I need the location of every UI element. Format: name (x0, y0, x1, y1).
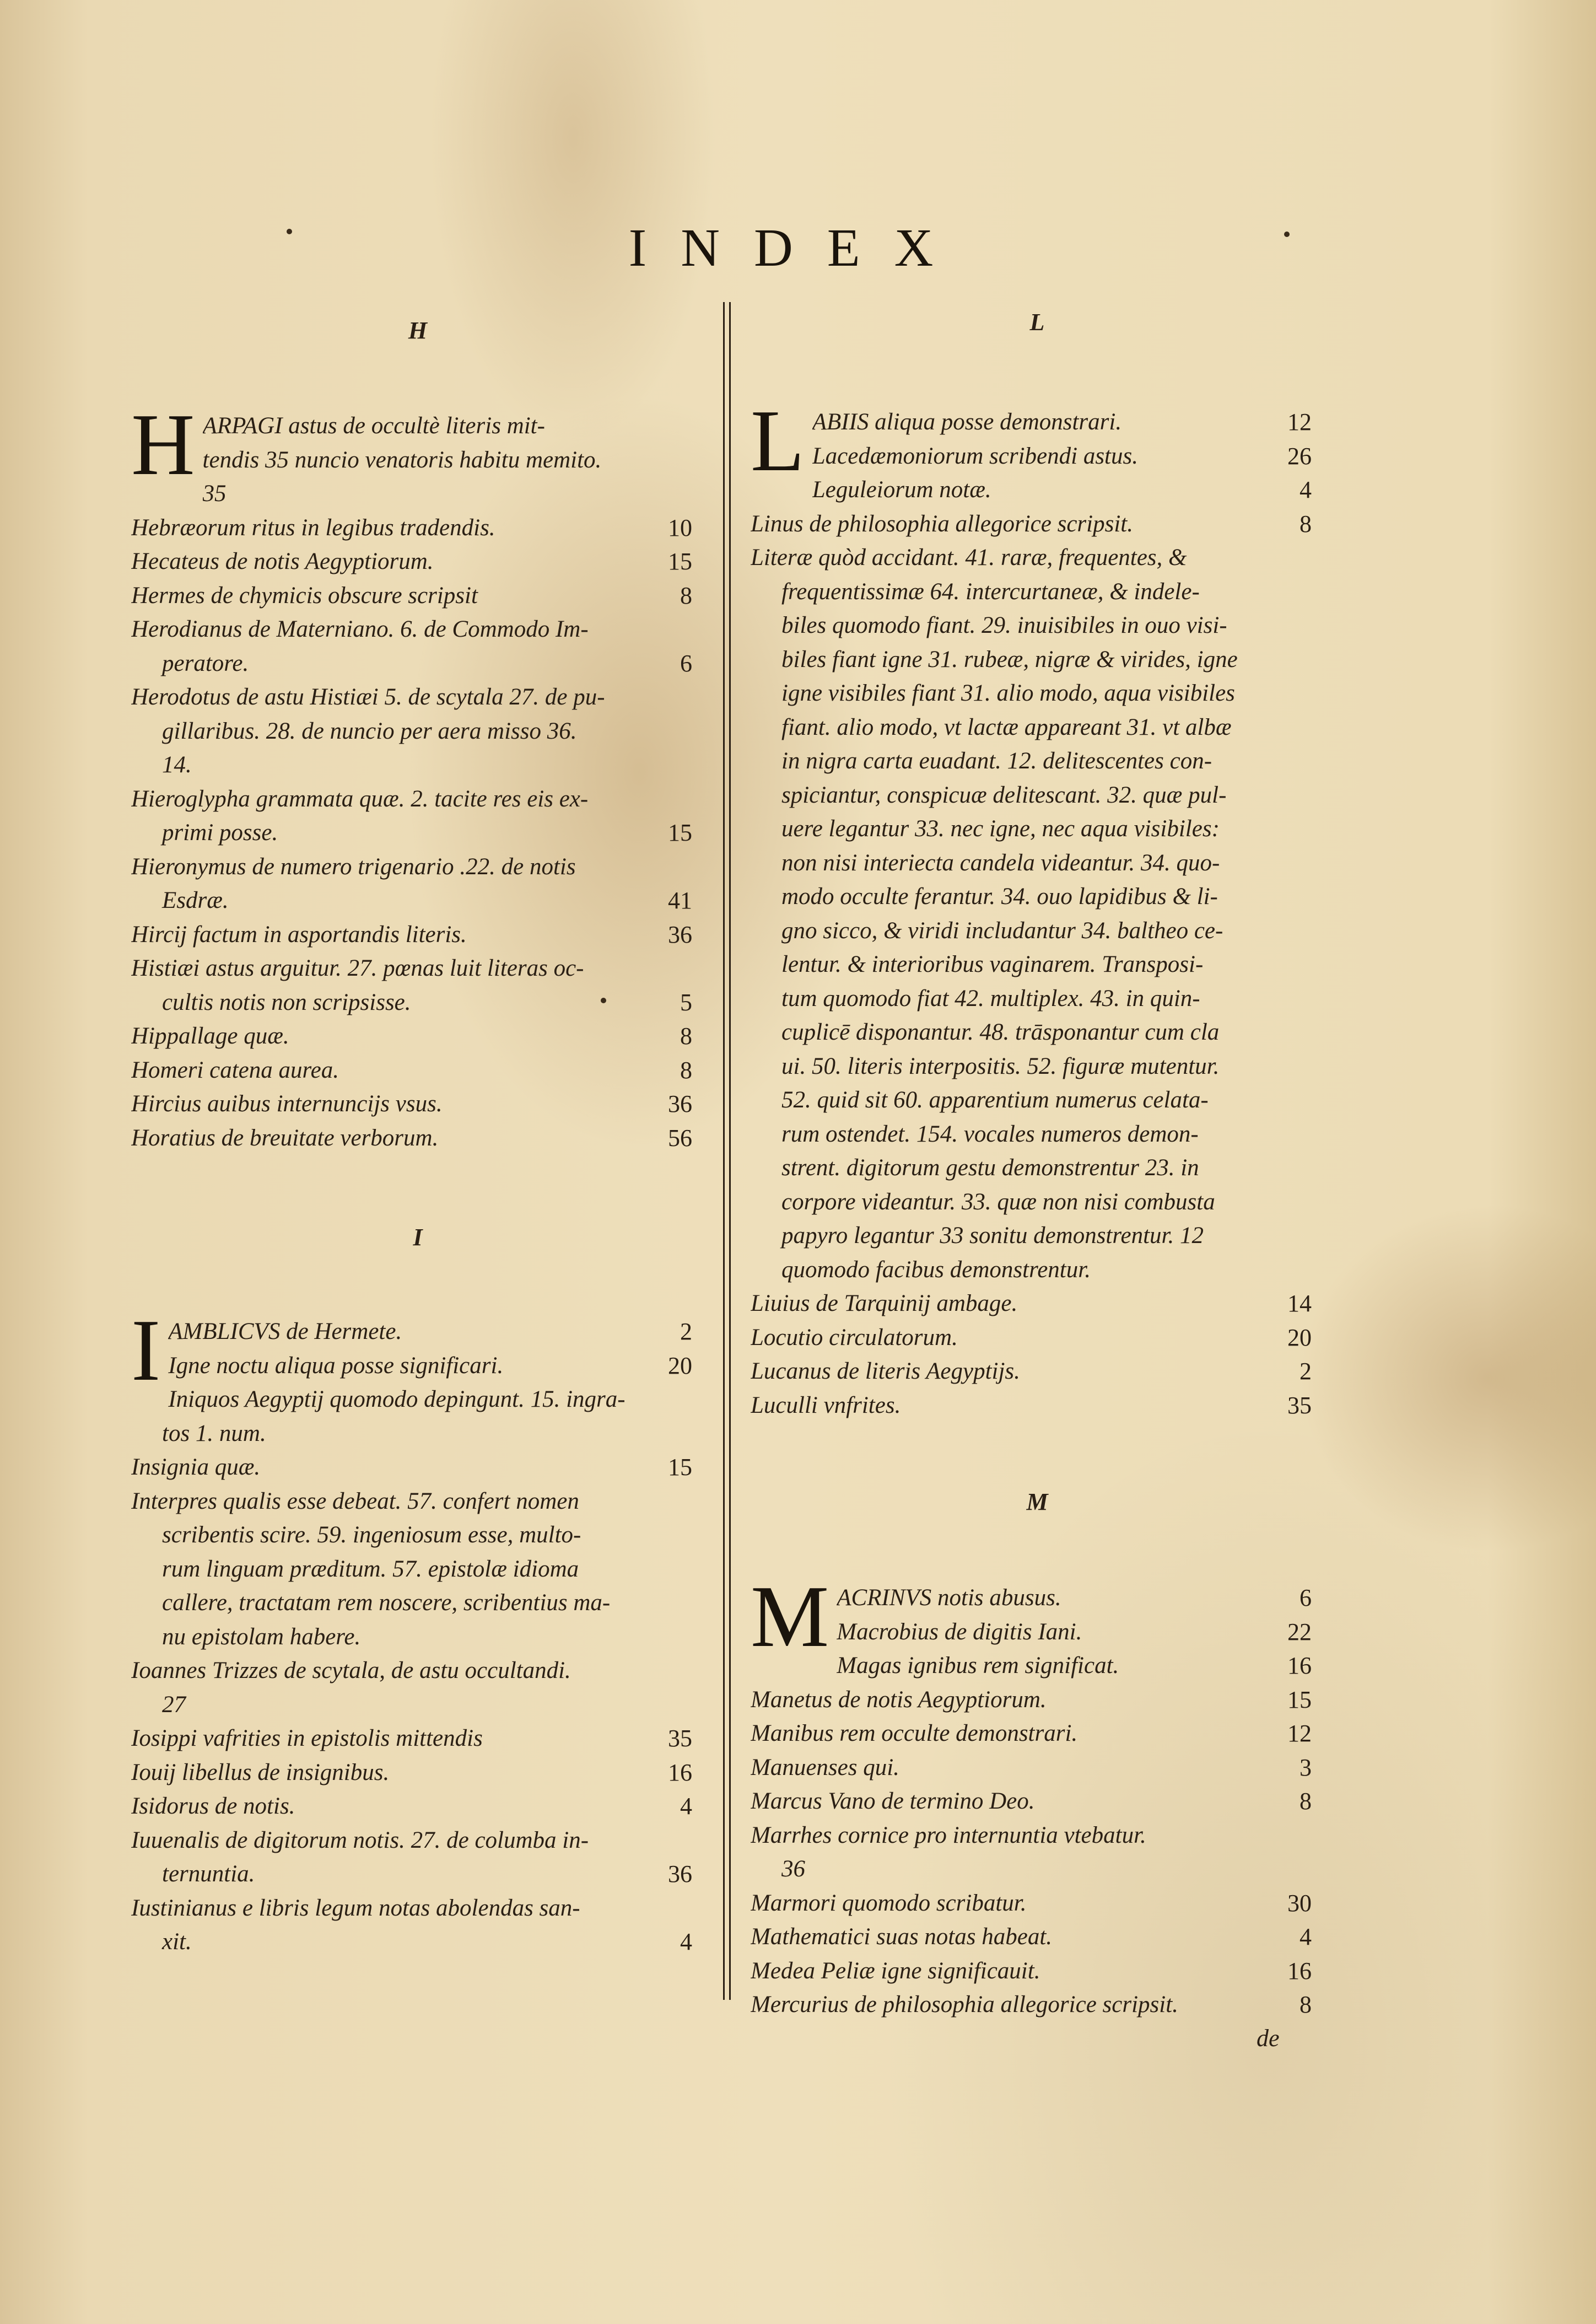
entry-line (131, 680, 704, 714)
index-entry (751, 1567, 1324, 1665)
index-entry (751, 1717, 1324, 1751)
entry-line (131, 1019, 704, 1053)
entry-text: tos 1. num. (162, 1420, 266, 1446)
entry-text: tum quomodo fiat 42. multiplex. 43. in quin- (781, 985, 1200, 1012)
entry-text: Lacedæmoniorum scribendi astus. (812, 443, 1138, 469)
entry-line (751, 1954, 1324, 1988)
entry-text: Marcus Vano de termino Deo. (751, 1788, 1035, 1814)
entry-text: 14. (162, 752, 192, 778)
entry-line (168, 1315, 704, 1349)
entry-text: Manetus de notis Aegyptiorum. (751, 1686, 1047, 1713)
entry-text: Hircius auibus internuncijs vsus. (131, 1091, 443, 1117)
index-entry (751, 1920, 1324, 1954)
entry-text: non nisi interiecta candela videantur. 34. quo- (781, 849, 1220, 876)
entry-text: biles fiant igne 31. rubeæ, nigræ & virides, igne (781, 646, 1238, 673)
page-number: 4 (1300, 1923, 1312, 1950)
entry-text: uere legantur 33. nec igne, nec aqua visibiles: (781, 816, 1220, 842)
entry-line (751, 1185, 1324, 1219)
drop-cap-initial: L (751, 391, 805, 489)
entry-line (131, 1789, 704, 1823)
entry-text: Hebræorum ritus in legibus tradendis. (131, 514, 495, 541)
entry-line (131, 1688, 704, 1722)
page-number: 8 (680, 1023, 692, 1050)
entry-text: Ioannes Trizzes de scytala, de astu occultandi. (131, 1658, 571, 1683)
index-entry (751, 1287, 1324, 1321)
entry-text: Marrhes cornice pro internuntia vtebatur. (751, 1822, 1146, 1848)
index-entry (751, 541, 1324, 1287)
drop-cap-initial: I (131, 1301, 161, 1399)
entry-text: Medea Peliæ igne significauit. (751, 1957, 1040, 1984)
right-column (751, 0, 1324, 2324)
page-number: 5 (680, 988, 692, 1016)
page-number: 3 (1300, 1753, 1312, 1781)
entry-line (131, 545, 704, 579)
entry-text: Literæ quòd accidant. 41. raræ, frequentes, & (751, 545, 1187, 571)
index-section (131, 395, 704, 1155)
entry-text: frequentissimæ 64. intercurtaneæ, & indele- (781, 578, 1200, 605)
ink-speck (1284, 232, 1290, 237)
entry-line (131, 579, 704, 613)
entry-text: ternuntia. (162, 1861, 255, 1887)
entry-text: Macrobius de digitis Iani. (837, 1618, 1082, 1645)
entry-text: Mathematici suas notas habeat. (751, 1924, 1053, 1950)
entry-text: Hieronymus de numero trigenario .22. de notis (131, 853, 576, 880)
page-number: 2 (1300, 1358, 1312, 1385)
entry-text: Marmori quomodo scribatur. (751, 1890, 1027, 1916)
entry-line (751, 1117, 1324, 1152)
entry-text: biles quomodo fiant. 29. inuisibiles in ouo visi- (781, 612, 1227, 638)
entry-line (131, 986, 704, 1020)
index-section (751, 391, 1324, 1422)
page-number: 16 (668, 1758, 692, 1786)
index-entry (751, 1683, 1324, 1717)
index-entry (131, 1121, 704, 1155)
page-number: 10 (668, 514, 692, 541)
page-number: 36 (668, 1090, 692, 1117)
index-entry (131, 782, 704, 850)
entry-line (131, 951, 704, 986)
index-entry (131, 545, 704, 579)
entry-text: Hippallage quæ. (131, 1023, 289, 1049)
entry-line (131, 1518, 704, 1552)
entry-line (131, 1857, 704, 1891)
entry-text: Homeri catena aurea. (131, 1057, 339, 1083)
entry-text: Locutio circulatorum. (751, 1324, 958, 1351)
entry-text: Igne noctu aliqua posse significari. (168, 1352, 504, 1379)
page-number: 15 (668, 819, 692, 846)
entry-line (168, 1382, 704, 1417)
entry-text: Herodianus de Materniano. 6. de Commodo Im- (131, 616, 589, 642)
entry-text: 36 (781, 1856, 805, 1882)
drop-cap-initial: H (131, 395, 195, 493)
entry-text: Insignia quæ. (131, 1454, 261, 1480)
entry-line (131, 1053, 704, 1088)
index-entry (131, 951, 704, 1019)
entry-text: nu epistolam habere. (162, 1623, 361, 1650)
entry-line (168, 1349, 704, 1383)
entry-line (751, 711, 1324, 745)
entry-line (131, 918, 704, 952)
entry-text: Interpres qualis esse debeat. 57. confert nomen (131, 1488, 579, 1514)
left-column (131, 0, 704, 2324)
index-entry (131, 1654, 704, 1722)
entry-line (131, 647, 704, 681)
entry-text: callere, tractatam rem noscere, scribentius ma- (162, 1590, 611, 1616)
entry-line (131, 1586, 704, 1620)
page-number: 8 (1300, 510, 1312, 537)
index-entry (751, 1354, 1324, 1389)
page-number: 4 (680, 1793, 692, 1820)
entry-line (131, 511, 704, 545)
entry-text: Mercurius de philosophia allegorice scripsit. (751, 1992, 1178, 2018)
entry-text: lentur. & interioribus vaginarem. Transposi- (781, 951, 1204, 977)
index-entry (131, 511, 704, 545)
entry-text: peratore. (162, 650, 249, 676)
index-entry (751, 473, 1324, 507)
index-entry (751, 507, 1324, 541)
entry-text: in nigra carta euadant. 12. delitescentes con- (781, 748, 1212, 774)
entry-text: ui. 50. literis interpositis. 52. figuræ mutentur. (781, 1053, 1220, 1079)
entry-line (751, 1050, 1324, 1084)
entry-line (131, 1417, 704, 1451)
entry-text: strent. digitorum gestu demonstrentur 23. in (781, 1155, 1199, 1181)
page-number: 41 (668, 887, 692, 914)
entry-line (131, 1891, 704, 1925)
entry-line (131, 816, 704, 850)
entry-line (751, 1321, 1324, 1355)
page-number: 16 (1287, 1957, 1312, 1984)
index-entry (131, 918, 704, 952)
entry-line (837, 1649, 1324, 1683)
page-number: 16 (1287, 1652, 1312, 1679)
ink-speck (287, 229, 292, 234)
index-entry (751, 1886, 1324, 1920)
page-number: 36 (668, 921, 692, 948)
entry-line (131, 850, 704, 884)
entry-text: primi posse. (162, 820, 278, 846)
entry-text: Iosippi vafrities in epistolis mittendis (131, 1725, 483, 1751)
entry-text: xit. (162, 1929, 192, 1955)
entry-text: Iustinianus e libris legum notas abolendas san- (131, 1895, 580, 1921)
page-number: 15 (668, 1454, 692, 1481)
entry-line (812, 473, 1324, 507)
entry-line (837, 1615, 1324, 1649)
entry-line (131, 612, 704, 647)
index-entry (751, 391, 1324, 489)
page-number: 20 (1287, 1324, 1312, 1351)
entry-line (751, 914, 1324, 948)
entry-line (131, 1121, 704, 1155)
page-number: 15 (1287, 1686, 1312, 1713)
entry-line (751, 1083, 1324, 1117)
entry-text: gno sicco, & viridi includantur 34. baltheo ce- (781, 917, 1223, 944)
entry-text: Manuenses qui. (751, 1754, 899, 1780)
page-title: INDEX (628, 218, 968, 278)
entry-text: ACRINVS notis abusus. (837, 1585, 1061, 1611)
page-number: 36 (668, 1860, 692, 1887)
entry-line (751, 846, 1324, 880)
index-entry (131, 1756, 704, 1790)
entry-line (131, 748, 704, 782)
entry-line (751, 609, 1324, 643)
page-number: 35 (1287, 1391, 1312, 1419)
page-number: 12 (1287, 408, 1312, 435)
entry-line (751, 1219, 1324, 1253)
entry-text: Herodotus de astu Histiæi 5. de scytala 27. de pu- (131, 684, 605, 710)
page-number: 8 (680, 1056, 692, 1084)
page-number: 26 (1287, 442, 1312, 470)
entry-text: scribentis scire. 59. ingeniosum esse, multo- (162, 1522, 581, 1548)
entry-line (751, 1751, 1324, 1785)
index-entry (751, 1751, 1324, 1785)
entry-text: gillaribus. 28. de nuncio per aera misso 36. (162, 718, 577, 744)
entry-line (751, 948, 1324, 982)
entry-text: Horatius de breuitate verborum. (131, 1125, 439, 1151)
index-entry (751, 1649, 1324, 1683)
entry-line (131, 782, 704, 816)
entry-text: Hermes de chymicis obscure scripsit (131, 582, 478, 609)
index-entry (131, 1722, 704, 1756)
page-number: 56 (668, 1124, 692, 1152)
entry-text: 27 (162, 1691, 186, 1718)
entry-line (131, 1925, 704, 1959)
section-letter: I (413, 1224, 423, 1251)
entry-text: Linus de philosophia allegorice scripsit. (751, 510, 1133, 537)
entry-line (751, 1354, 1324, 1389)
entry-text: Histiæi astus arguitur. 27. pœnas luit literas oc- (131, 955, 584, 981)
entry-text: Iniquos Aegyptij quomodo depingunt. 15. ingra- (168, 1386, 626, 1412)
entry-text: modo occulte ferantur. 34. ouo lapidibus & li- (781, 884, 1218, 910)
entry-line (203, 409, 704, 443)
entry-text: fiant. alio modo, vt lactæ appareant 31. vt albæ (781, 714, 1232, 740)
page-number: 14 (1287, 1290, 1312, 1317)
index-entry (131, 850, 704, 918)
entry-text: Esdræ. (162, 887, 229, 913)
entry-text: rum linguam præditum. 57. epistolæ idioma (162, 1556, 579, 1582)
index-entry (751, 1389, 1324, 1423)
entry-line (751, 1683, 1324, 1717)
entry-line (131, 714, 704, 749)
entry-line (131, 1087, 704, 1121)
page-number: 12 (1287, 1720, 1312, 1747)
entry-text: AMBLICVS de Hermete. (168, 1319, 402, 1344)
entry-line (131, 1484, 704, 1519)
column-divider (723, 302, 731, 2000)
entry-text: Luculli vnfrites. (751, 1392, 901, 1418)
page-number: 35 (668, 1725, 692, 1752)
entry-line (751, 1287, 1324, 1321)
index-entry (131, 579, 704, 613)
index-entry (131, 395, 704, 511)
entry-text: Leguleiorum notæ. (812, 477, 991, 503)
entry-line (751, 1852, 1324, 1886)
index-entry (131, 1789, 704, 1823)
entry-text: ABIIS aliqua posse demonstrari. (812, 409, 1122, 435)
index-entry (131, 1053, 704, 1088)
entry-line (751, 744, 1324, 778)
index-entry (751, 1784, 1324, 1819)
entry-text: cuplicē disponantur. 48. trāsponantur cum cla (781, 1019, 1220, 1045)
entry-text: cultis notis non scripsisse. (162, 989, 411, 1015)
index-entry (131, 1019, 704, 1053)
page-number: 6 (1300, 1584, 1312, 1611)
drop-cap-initial: M (751, 1567, 829, 1665)
entry-line (751, 812, 1324, 846)
index-entry (751, 1819, 1324, 1886)
page-number: 4 (1300, 476, 1312, 503)
entry-line (751, 643, 1324, 677)
entry-line (131, 1756, 704, 1790)
entry-line (131, 1722, 704, 1756)
page-number: 8 (1300, 1788, 1312, 1815)
index-entry (131, 612, 704, 680)
entry-line (751, 778, 1324, 813)
page-number: 22 (1287, 1618, 1312, 1645)
entry-line (131, 1450, 704, 1484)
entry-text: 52. quid sit 60. apparentium numerus celata- (781, 1087, 1209, 1113)
entry-text: Isidorus de notis. (131, 1793, 295, 1819)
entry-text: Manibus rem occulte demonstrari. (751, 1720, 1078, 1746)
page-number: 6 (680, 649, 692, 677)
page-number: 2 (680, 1318, 692, 1345)
entry-line (751, 1819, 1324, 1853)
section-letter: M (1026, 1488, 1048, 1515)
entry-line (131, 1654, 704, 1688)
entry-line (751, 1886, 1324, 1920)
page-number: 8 (680, 582, 692, 609)
index-entry (131, 1823, 704, 1891)
entry-line (131, 1552, 704, 1586)
index-entry (131, 680, 704, 782)
page-number: 30 (1287, 1889, 1312, 1917)
entry-line (751, 1151, 1324, 1185)
index-entry (751, 1954, 1324, 1988)
entry-line (751, 507, 1324, 541)
entry-text: Iouij libellus de insignibus. (131, 1759, 390, 1785)
entry-line (751, 1389, 1324, 1423)
entry-line (751, 676, 1324, 711)
entry-text: Lucanus de literis Aegyptijs. (751, 1358, 1020, 1384)
entry-line (203, 477, 704, 511)
entry-line (751, 541, 1324, 575)
entry-text: tendis 35 nuncio venatoris habitu memito. (202, 446, 602, 473)
entry-line (751, 982, 1324, 1016)
index-section (131, 1301, 704, 1959)
entry-text: quomodo facibus demonstrentur. (781, 1256, 1091, 1283)
entry-text: rum ostendet. 154. vocales numeros demon- (781, 1121, 1199, 1147)
entry-text: Iuuenalis de digitorum notis. 27. de columba in- (131, 1827, 589, 1853)
index-entry (131, 1891, 704, 1959)
entry-line (751, 1784, 1324, 1819)
entry-text: corpore videantur. 33. quæ non nisi combusta (781, 1188, 1215, 1215)
section-letter: L (1029, 309, 1045, 336)
entry-text: Hircij factum in asportandis literis. (131, 921, 467, 948)
entry-line (837, 1581, 1324, 1615)
entry-text: Hecateus de notis Aegyptiorum. (131, 548, 434, 574)
index-section (751, 1567, 1324, 2022)
page-number: 4 (680, 1928, 692, 1955)
entry-text: papyro legantur 33 sonitu demonstrentur. 12 (781, 1223, 1204, 1249)
entry-line (751, 1717, 1324, 1751)
entry-line (751, 1253, 1324, 1287)
index-entry (131, 1450, 704, 1484)
entry-line (751, 1920, 1324, 1954)
index-entry (751, 1988, 1324, 2022)
page-number: 15 (668, 548, 692, 575)
entry-line (203, 443, 704, 477)
catchword: de (1257, 2025, 1280, 2052)
entry-line (812, 405, 1324, 439)
entry-text: igne visibiles fiant 31. alio modo, aqua visibiles (781, 680, 1235, 706)
entry-line (751, 1015, 1324, 1050)
entry-line (812, 439, 1324, 474)
entry-line (751, 880, 1324, 914)
entry-text: Hieroglypha grammata quæ. 2. tacite res eis ex- (131, 786, 589, 812)
entry-text: Liuius de Tarquinij ambage. (751, 1290, 1018, 1316)
page-number: 20 (668, 1352, 692, 1379)
page-number: 8 (1300, 1991, 1312, 2018)
entry-line (751, 1988, 1324, 2022)
section-letter: H (408, 317, 428, 344)
entry-text: Magas ignibus rem significat. (837, 1653, 1119, 1679)
entry-line (131, 884, 704, 918)
index-entry (131, 1382, 704, 1450)
ink-speck (601, 998, 606, 1003)
entry-text: spiciantur, conspicuæ delitescant. 32. quæ pul- (781, 782, 1227, 808)
index-entry (131, 1484, 704, 1654)
index-entry (751, 1321, 1324, 1355)
entry-text: 35 (202, 481, 227, 507)
index-entry (131, 1087, 704, 1121)
entry-text: ARPAGI astus de occultè literis mit- (202, 413, 545, 439)
entry-line (751, 575, 1324, 609)
entry-line (131, 1620, 704, 1654)
entry-line (131, 1823, 704, 1858)
